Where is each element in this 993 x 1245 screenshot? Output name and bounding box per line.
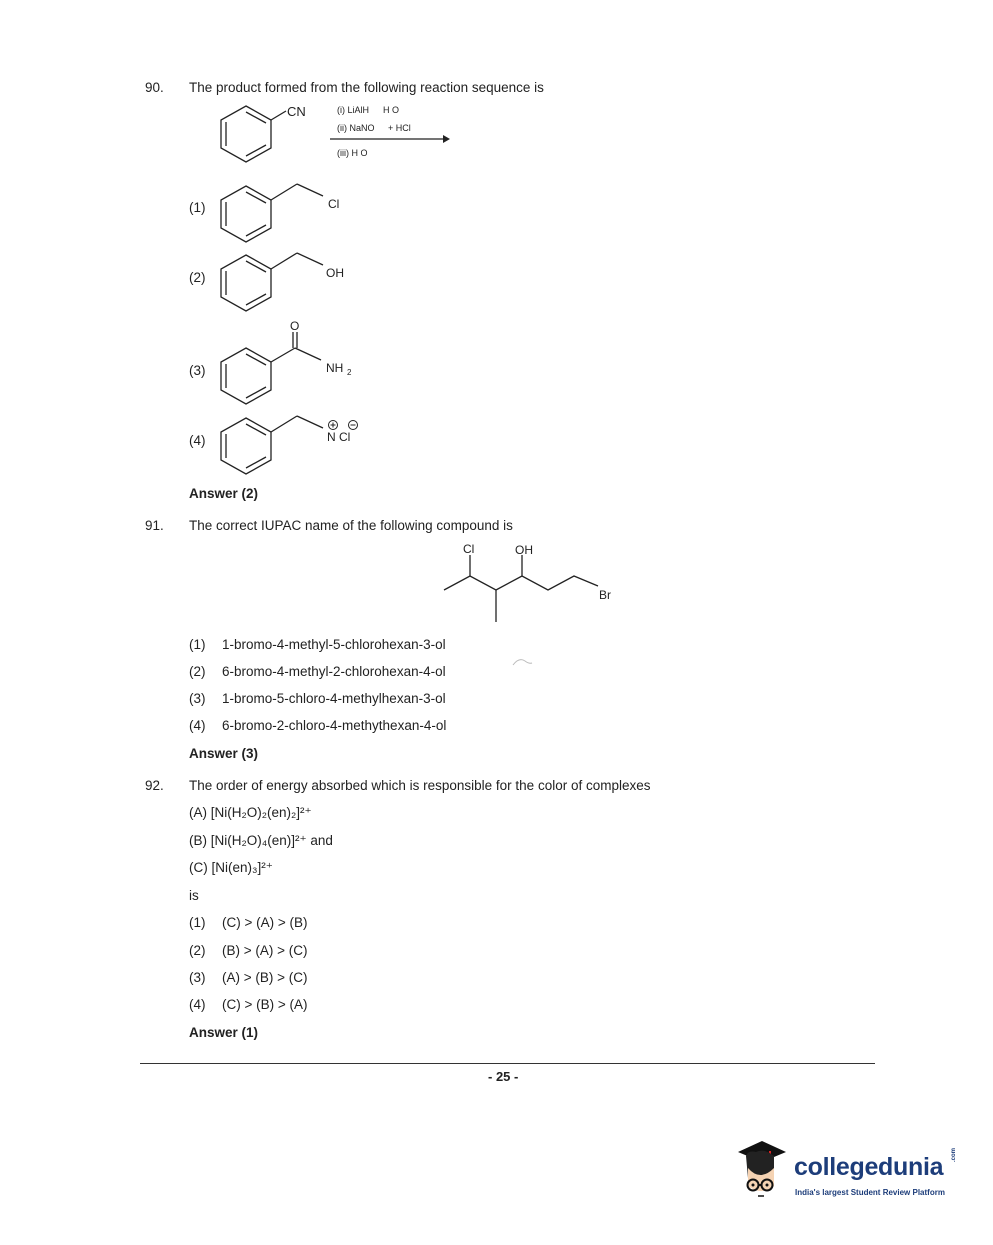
q90-number: 90. [145, 80, 164, 95]
q92-question: The order of energy absorbed which is responsible for the color of complexes [189, 778, 651, 793]
logo-tagline: India's largest Student Review Platform [795, 1188, 945, 1197]
q90-step3: (iii) H O [337, 148, 368, 158]
q91-option-3-text: 1-bromo-5-chloro-4-methylhexan-3-ol [222, 691, 446, 706]
q91-option-4-text: 6-bromo-2-chloro-4-methythexan-4-ol [222, 718, 447, 733]
q92-complex-b: (B) [Ni(H₂O)₄(en)]²⁺ and [189, 833, 333, 848]
collegedunia-mascot-logo [734, 1138, 794, 1200]
q91-br-label: Br [599, 588, 611, 602]
page-number: - 25 - [488, 1069, 519, 1084]
arrow-head [443, 135, 450, 143]
q91-option-3-num: (3) [189, 691, 206, 706]
logo-com: .com [951, 1147, 957, 1162]
svg-text:2: 2 [347, 368, 352, 377]
q90-reactant-group: CN [287, 104, 306, 119]
q91-option-4-num: (4) [189, 718, 206, 733]
q90-option-2-group: OH [326, 266, 344, 280]
q92-option-4-text: (C) > (B) > (A) [222, 997, 308, 1012]
q90-step1-tail: H O [383, 105, 400, 115]
q91-option-1-num: (1) [189, 637, 206, 652]
q90-question: The product formed from the following reaction sequence is [189, 80, 544, 95]
q90-option-4-group: N Cl [327, 430, 351, 444]
q90-step2-tail: + HCl [388, 123, 411, 133]
q91-cl-label: Cl [463, 542, 475, 556]
q90-option-3-oxygen: O [290, 319, 300, 333]
q91-question: The correct IUPAC name of the following compound is [189, 518, 513, 533]
q92-answer: Answer (1) [189, 1025, 259, 1040]
footer-divider [140, 1063, 875, 1064]
q92-complex-c: (C) [Ni(en)₃]²⁺ [189, 860, 273, 875]
q90-option-2-num: (2) [189, 270, 206, 285]
q90-option-3-structure [215, 318, 365, 408]
q91-oh-label: OH [515, 543, 533, 557]
q90-answer: Answer (2) [189, 486, 259, 501]
q90-option-1-structure [215, 176, 355, 246]
q90-step2: (ii) NaNO [337, 123, 375, 133]
q91-structure [435, 538, 625, 628]
q92-number: 92. [145, 778, 164, 793]
q90-option-1-group: Cl [328, 197, 340, 211]
q92-option-3-num: (3) [189, 970, 206, 985]
q92-complex-a: (A) [Ni(H₂O)₂(en)₂]²⁺ [189, 805, 312, 820]
q91-option-2-num: (2) [189, 664, 206, 679]
q90-option-4-num: (4) [189, 433, 206, 448]
q90-option-3-num: (3) [189, 363, 206, 378]
q92-option-1-num: (1) [189, 915, 206, 930]
q91-number: 91. [145, 518, 164, 533]
q92-option-2-num: (2) [189, 943, 206, 958]
q90-step1: (i) LiAlH [337, 105, 370, 115]
q90-reaction-scheme [210, 100, 470, 170]
q90-option-4-structure [215, 408, 365, 478]
q91-option-2-text: 6-bromo-4-methyl-2-chlorohexan-4-ol [222, 664, 446, 679]
q92-is-word: is [189, 888, 199, 903]
q90-option-1-num: (1) [189, 200, 206, 215]
q92-option-1-text: (C) > (A) > (B) [222, 915, 308, 930]
q92-option-2-text: (B) > (A) > (C) [222, 943, 308, 958]
q92-option-4-num: (4) [189, 997, 206, 1012]
q90-option-3-group: NH [326, 361, 344, 375]
benzene-ring [221, 106, 286, 162]
stray-mark [511, 656, 535, 670]
q91-answer: Answer (3) [189, 746, 259, 761]
q90-option-2-structure [215, 245, 355, 315]
q92-option-3-text: (A) > (B) > (C) [222, 970, 308, 985]
q91-option-1-text: 1-bromo-4-methyl-5-chlorohexan-3-ol [222, 637, 446, 652]
logo-wordmark: collegedunia [794, 1153, 944, 1181]
